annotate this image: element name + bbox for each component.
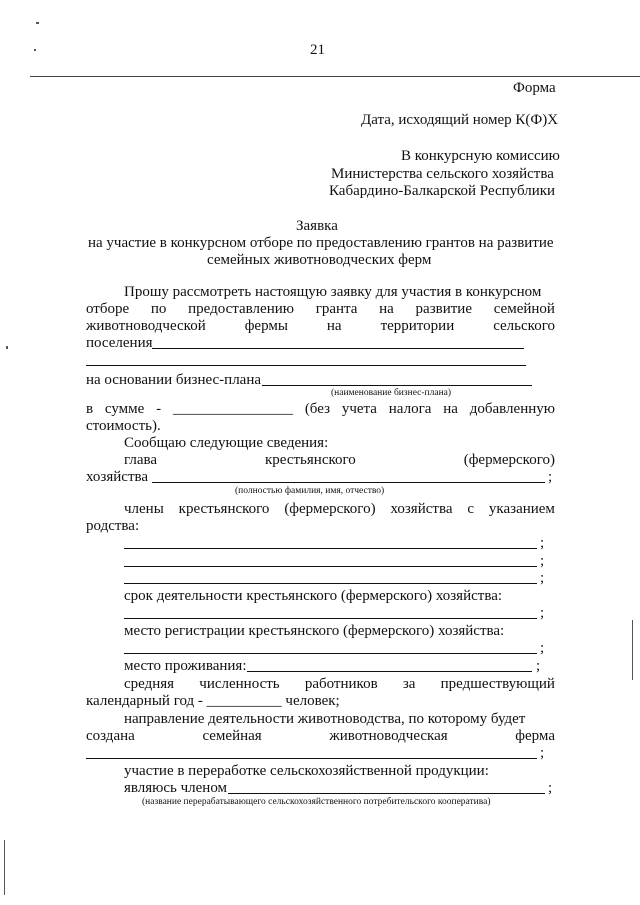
sum-end: стоимость). [86,418,161,434]
word: животноводческой [86,318,206,334]
semicolon: ; [540,553,545,569]
avg-line [124,676,555,693]
word: развитие [415,301,472,317]
word: сумме [104,401,145,417]
word: семейная [202,728,262,744]
cooperative-hint: (название перерабатывающего сельскохозяйственного потребительского кооператива) [142,797,491,807]
semicolon: ; [540,570,545,586]
member-field-3[interactable] [124,583,537,584]
term-label: срок деятельности крестьянского (фермерского) хозяйства: [124,588,503,604]
member-label: являюсь членом [124,780,228,796]
word: хозяйства [390,501,453,517]
member-field-1[interactable] [124,548,537,549]
settlement-field-2[interactable] [86,365,526,366]
p1-line-3 [86,318,555,335]
word: глава [124,452,158,468]
word: с [467,501,475,517]
scan-speck [34,49,36,51]
title-line-3: семейных животноводческих ферм [207,252,432,268]
title-line-2: на участие в конкурсном отборе по предоставлению грантов на развитие [88,235,554,251]
word: добавленную [469,401,555,417]
addressee-line-2: Министерства сельского хозяйства [331,166,554,182]
scan-speck [6,346,8,349]
page-number: 21 [310,42,325,58]
word: налога [388,401,432,417]
word: создана [86,728,135,744]
top-rule [30,76,640,77]
word: фермы [244,318,288,334]
processing-label: участие в переработке сельскохозяйственной продукции: [124,763,489,779]
word: предшествующий [440,676,555,692]
info-intro: Сообщаю следующие сведения: [124,435,329,451]
semicolon: ; [548,469,553,485]
word: члены [124,501,164,517]
fio-field[interactable] [152,482,545,483]
word: указанием [488,501,555,517]
word: территории [380,318,455,334]
date-line: Дата, исходящий номер К(Ф)Х [361,112,559,128]
persons-label: человек; [285,693,340,709]
members-end: родства: [86,518,140,534]
sum-field[interactable]: ________________ [172,401,293,417]
word: ферма [515,728,555,744]
scan-mark [632,620,633,680]
word: (фермерского) [284,501,376,517]
year-field[interactable]: __________ [206,693,282,709]
word: средняя [124,676,175,692]
word: учета [341,401,377,417]
business-plan-hint: (наименование бизнес-плана) [331,388,452,398]
head-line-2: хозяйства [86,469,149,485]
word: - [156,401,162,417]
semicolon: ; [540,605,545,621]
word: в [86,401,94,417]
addressee-line-1: В конкурсную комиссию [401,148,560,164]
fio-hint: (полностью фамилия, имя, отчество) [235,486,385,496]
registration-label: место регистрации крестьянского (фермерского) хозяйства: [124,623,505,639]
term-field[interactable] [124,618,537,619]
residence-field[interactable] [247,671,532,672]
word: животноводческая [329,728,448,744]
word: гранта [315,301,358,317]
word: крестьянского [265,452,356,468]
settlement-label: поселения [86,335,153,351]
word: сельского [493,318,555,334]
semicolon: ; [540,745,545,761]
business-plan-label: на основании бизнес-плана [86,372,262,388]
semicolon: ; [548,780,553,796]
year-label: календарный год - [86,693,203,709]
word: (фермерского) [463,452,555,468]
member-field-2[interactable] [124,566,537,567]
registration-field[interactable] [124,653,537,654]
direction-field[interactable] [86,758,537,759]
scan-speck [36,22,39,24]
p1-line-2 [86,301,555,318]
scan-mark [4,840,5,895]
sum-line [86,401,555,418]
addressee-line-3: Кабардино-Балкарской Республики [329,183,556,199]
direction-line-2 [86,728,555,745]
business-plan-field[interactable] [262,385,532,386]
semicolon: ; [536,658,541,674]
word: отборе [86,301,130,317]
word: предоставлению [188,301,294,317]
word: на [443,401,458,417]
residence-label: место проживания: [124,658,247,674]
word: за [402,676,416,692]
year-line [86,693,340,710]
members-line [124,501,555,518]
word: (без [304,401,331,417]
semicolon: ; [540,640,545,656]
p1-line-1: Прошу рассмотреть настоящую заявку для участия в конкурсном [124,284,542,300]
word: по [150,301,167,317]
form-label: Форма [513,80,556,96]
word: на [326,318,342,334]
semicolon: ; [540,535,545,551]
word: на [379,301,394,317]
head-line [124,452,555,469]
word: крестьянского [178,501,270,517]
word: численность [199,676,280,692]
cooperative-field[interactable] [228,793,545,794]
settlement-field[interactable] [152,348,524,349]
word: семейной [493,301,555,317]
title-main: Заявка [296,218,338,234]
word: работников [304,676,378,692]
direction-line-1: направление деятельности животноводства, по которому будет [124,711,526,727]
